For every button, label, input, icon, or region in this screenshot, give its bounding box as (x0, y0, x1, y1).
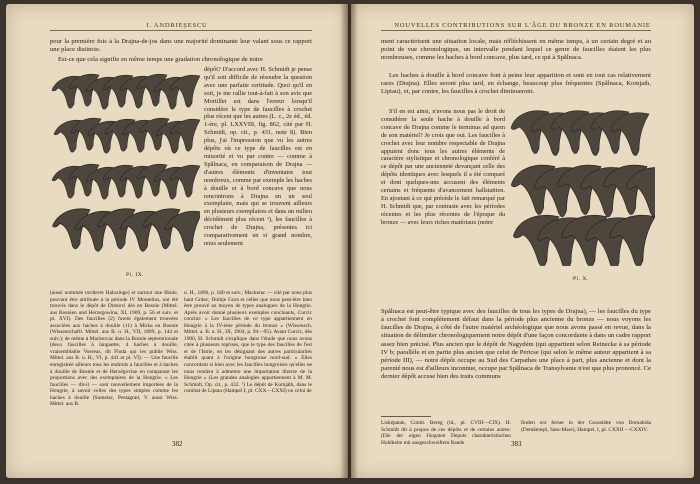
left-side-text: dépôt? D'accord avec H. Schmidt je pense qu'il soit difficile de résoudre la question avec une parfaite certitude. Quoi qu'il en soit, je me rallie tout-à-fait à son avis que Mortillet est dans l'erreur lorsqu'il considère le type de faucilles à crochet plus récent que les autres (L. c., 2e éd., éd. 1-ère, pl. LXXVIII, fig. 862, cité par H. Schmidt, op. cit., p. 431, note 8). Bien plus, j'ai l'impression que vu les autres dépôts où ce type de faucilles est en minorité et vu par contre — comme à Spălnaca, en comparaison de Drajna — d'autres éléments d'inventaire tout nombreux, comme par exemple les haches à douille et à bord concave que nous rencontrons à Drajna en un seul exemplaire, mais qui se trouvent ailleurs en plusieurs exemplaires et dans un milieu décidément plus récent ¹), les faucilles à crochet de Drajna, présentes ici comparativement en si grand nombre, nous seulement (204, 66, 312, 247)
left-folio: 382 (172, 440, 183, 448)
left-paragraph-start: Est-ce que cela signifie en même temps une gradation chronologique de notre (58, 56, 263, 63)
plate-ix-sickles (50, 66, 200, 266)
left-page (6, 4, 348, 478)
left-intro-text: pour la première fois à la Drajna-de-jos dans une majorité dominante leur valant sous ce rapport une place distincte. (50, 38, 312, 54)
plate-x-sickles (509, 108, 655, 266)
right-paragraph-2: Les haches à douille à bord concave font à peine leur apparition et sont en tout cas relativement rares (Drajna). Elles seront plus tard, en échange, beaucoup plus fréquentes (Spălnaca, Komjath, Liptau), et, par contre, les faucilles à crochet diminueront. (381, 72, 651, 96)
right-footnote-rule (381, 416, 431, 417)
left-running-head: I. ANDRIEȘESCU (146, 22, 208, 29)
right-page (351, 4, 694, 478)
right-running-head: NOUVELLES CONTRIBUTIONS SUR L'ÂGE DU BRONZE EN ROUMANIE (394, 22, 651, 29)
left-footnotes-col1: (aussi nommée tordierre Halozinge) et surtout une fibule, pouvant être attribuée à la période IV Montelius, ont été trouvés dans le dépôt de Drenovi dès en Bosnie (Mittel. aus Bosnien und Herzegowina, XI, 1909, p. 56 et suiv. et pl. XVI). Des faucilles (2) furent également trouvées associées aux haches à douille (11) à Mirka en Bosnie (Wissenschaftl. Mittel. aus B. u. H., VII, 1899, p. 144 et suiv.); de même à Mackercac dans la Bosnie septentrionale (deux faucilles à languette, 4 haches à douille, vraisemblable Voereas, dit Fluda qui les publie Wiss. Mittel. aus B. u. H., VI, p. 441 et pl. VI). — Une faucille enregistrée ailleurs tous les endroits à faucilles et à haches à douille de Bosnie et de Herzégovine en comparant les proportions avec des exemplaires de la Hongrie. « Les faucilles — dit-il — sont nouvellement importées de la Hongrie, à savoir celles des types simples comme les haches à douille (Sumetac, Pestagrad, V. aussi Wiss. Mittel. aus B. (50, 290, 178, 408)
right-body-text: Spălnaca est peut-être typique avec des faucilles de tous les types de Drajna), — les faucilles du type à crochet font complètement défaut dans la période plus ancienne du bronze — nous voyons les faucilles de Drajna, à côté de l'autre matériel archéologique que nous avons passé en revue, dans la situation de délimiter chronologiquement notre dépôt d'une façon concordante à dans un cadre rapport assez bien précisé. Plus ancien que le dépôt de Nagydém (qui appartient selon Reinecke à sa période IV b; parallèle et en partie plus ancien que celui de Pericse (qui selon le même auteur appartient à sa période III), — notre dépôt occupe au Sud des Carpathes une place à part, plus ancienne et dont la parenté nous est d'ailleurs inconnue, occupe par Spălnaca de Transylvanie n'est que plus prononcé. Ce dernier dépôt accuse bien des traits communs (381, 308, 651, 381)
right-folio: 383 (511, 440, 522, 448)
plate-ix-caption: Pl. IX. (126, 272, 145, 278)
left-head-rule (50, 30, 312, 31)
right-side-text: S'il en est ainsi, n'avons nous pas le droit de considérer la seule hache à douille à bord concave de Drajna comme le terminus ad quem de son matériel? Je crois que oui. Les faucilles à crochet avec leur nombre respectable de Drajna appuient donc tous les autres éléments de caractère stylistique et chronologique conféré à ce dépôt par une ancienneté devançant celle des dépôts identiques avec lesquels il a été comparé et dont quelques-uns accusent des éléments certains et fréquents d'avancement hallstattien. En ajoutant à ce qui précède le fait remarqué par H. Schmidt que, par contraste avec les périodes récentes et les plus récentes de l'époque du bronze — avec leurs riches matériaux (notre (381, 108, 505, 226)
right-head-rule (381, 30, 651, 31)
right-footnotes-col1: Lisképatak, Comit. Bereg (id., pl. CVIII—CIX). H. Schmidt dit à propos de ces dépôts et de certains autres: (Die der eigen Jüngsten Depots charakteristischen Hohlkelte mit ausgeschweiftem Rande (381, 420, 511, 446)
book-gutter (340, 4, 358, 478)
plate-x-caption: Pl. X. (573, 276, 589, 282)
right-footnotes-col2: finden wir ferner in der Gussstätte von Domahida (Demămeşti, Satu-Mare), Hampel, I, pl. CXXII —CXXIV. (521, 420, 651, 433)
right-top-text: ment caractérisent une situation locale, mais réfléchissent en même temps, à un certain degré et au point de vue chronologique, un intervalle pendant lequel ce genre de faucilles étaient les plus nombreuses, comme les haches à bord concave, plus tard, ce qui à Spălnaca. (381, 38, 651, 62)
left-footnotes-col2: u. H., 1896, p. 180 et suiv.; Mackerac — cité par nous plus haut Grdec; Dolnje Gora et celles que nous peut-être bien être prouvé au moyen de types analogues de la Hongrie. Après avoir donné plusieurs exemples concluants, Curcic conclut: « Les faucilles de ce type appartiennent en Hongrie à la IV-ème période du bronze » (Wissensch. Mittel. a. B. u. H., IX, 1904, p. 94—95). Avant Curcic, dès 1900, H. Schmidt s'explique dans l'étude que nous avons citée à plusieurs reprises, que le type des faucilles de l'est et de l'Istrie, en les désignant des autres particularités établit quant à l'origine hongroise nord-sud. « Elles concordent si bien avec les faucilles hongroises qu'elles ne nous rendent à admettre une importation directe de la Hongrie » (Les grandes analogies appartiennent à M. M. Schmidt, Op. cit., p. 432. ¹) Le dépôt de Komjáth, dans le comitat de Liptau (Hampel I, pl. CXX—CXXI) on celui de (184, 290, 312, 395)
